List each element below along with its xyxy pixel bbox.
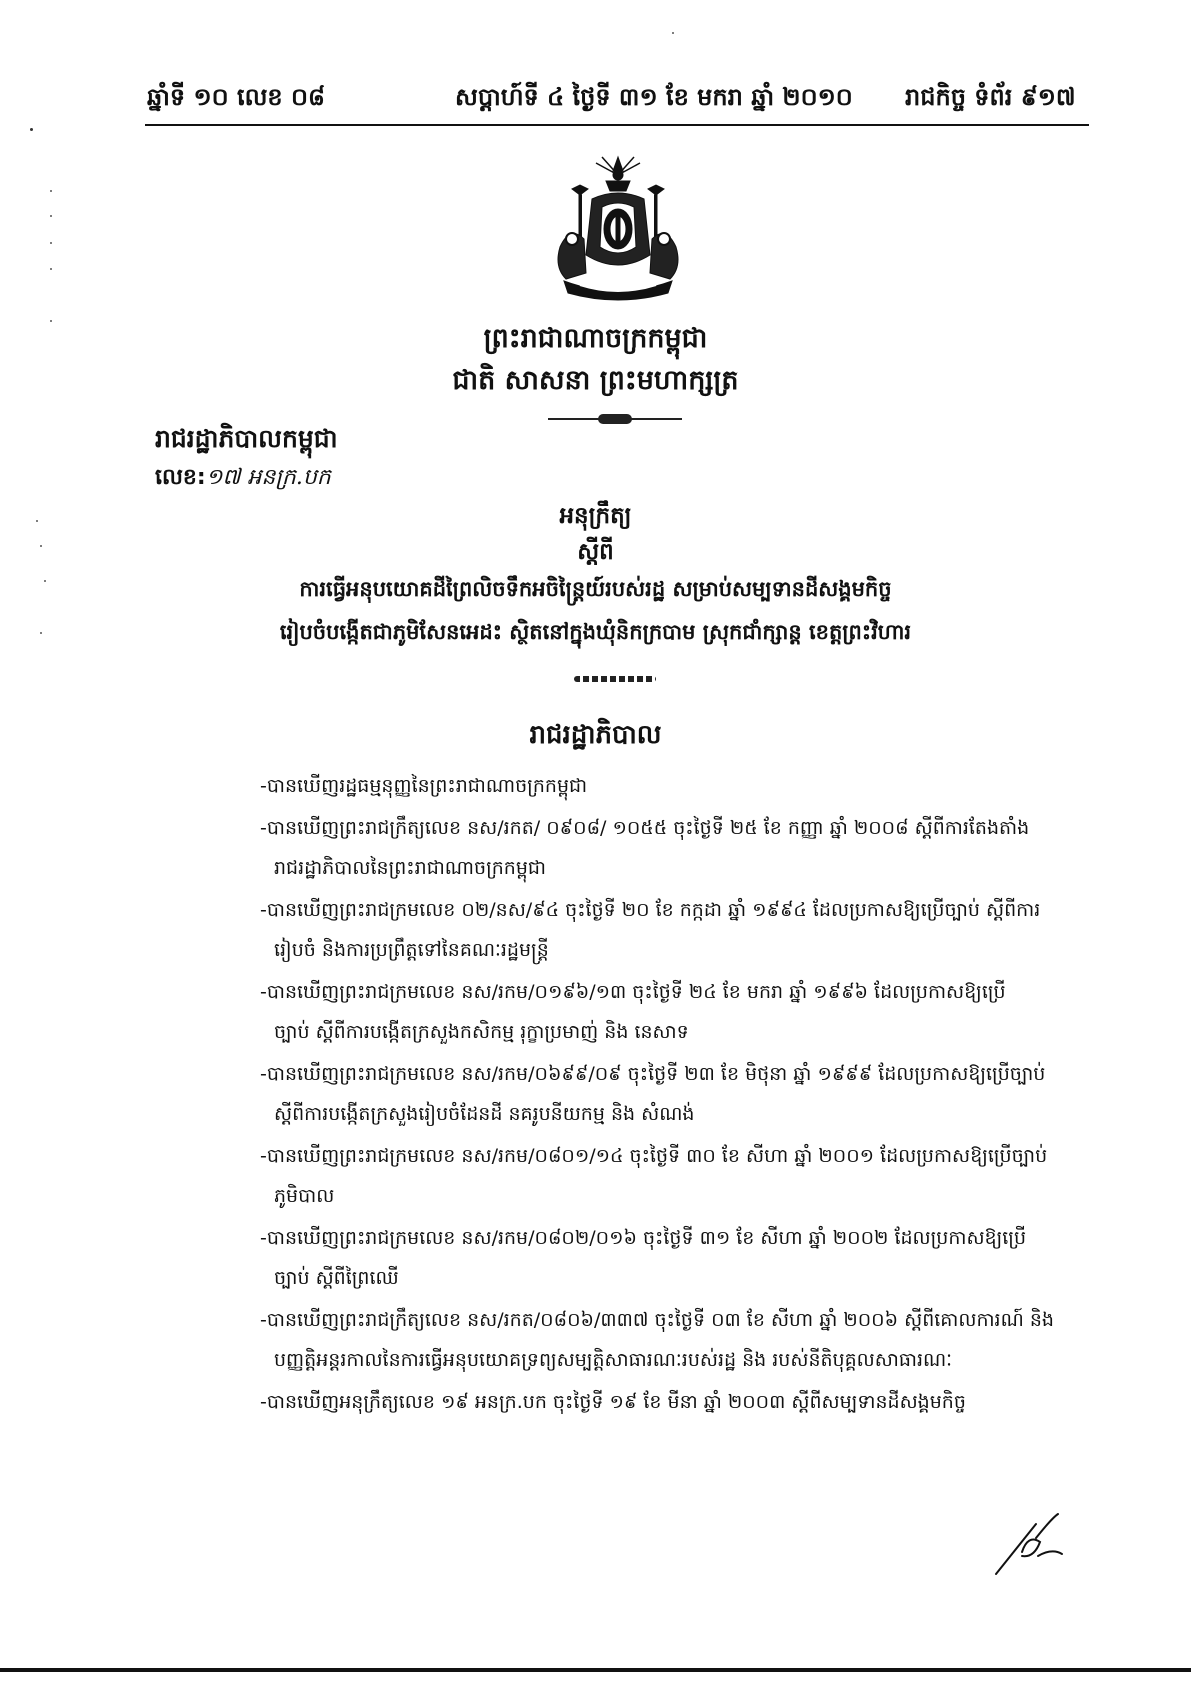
scan-speck bbox=[672, 32, 674, 34]
citation-item bbox=[260, 1142, 1060, 1210]
gazette-year-issue: ឆ្នាំទី ១០ លេខ ០៨ bbox=[147, 83, 325, 111]
handwritten-initials-icon bbox=[992, 1508, 1082, 1578]
government-heading: រាជរដ្ឋាភិបាល bbox=[529, 720, 662, 750]
scan-speck bbox=[50, 190, 52, 192]
decree-number-label: លេខ: bbox=[155, 465, 206, 490]
citation-continuation: រាជរដ្ឋាភិបាលនៃព្រះរាជាណាចក្រកម្ពុជា bbox=[274, 857, 547, 879]
citation-item bbox=[260, 896, 1060, 964]
citation-item bbox=[260, 1306, 1060, 1374]
citation-continuation: ច្បាប់ ស្តីពីព្រៃឈើ bbox=[274, 1267, 399, 1289]
ornament-divider-center bbox=[598, 414, 632, 424]
legal-citations-list bbox=[260, 772, 1060, 1430]
citation-item bbox=[260, 1060, 1060, 1128]
citation-line: -បានឃើញអនុក្រឹត្យលេខ ១៩ អនក្រ.បក ចុះថ្ងៃទី ១៩ ខែ មីនា ឆ្នាំ ២០០៣ ស្តីពីសម្បទានដីសង្គមកិច្ច bbox=[260, 1391, 966, 1413]
document-type: អនុក្រឹត្យ bbox=[559, 503, 632, 529]
gazette-page-number: រាជកិច្ច ទំព័រ ៩១៧ bbox=[905, 83, 1076, 111]
header-rule bbox=[145, 124, 1089, 126]
decree-number bbox=[155, 463, 331, 495]
document-title-line-2: រៀបចំបង្កើតជាភូមិសែនអេដះ ស្ថិតនៅក្នុងឃុំនិកក្របាម ស្រុកជាំក្សាន្ត ខេត្តព្រះវិហារ bbox=[279, 620, 912, 644]
citation-item bbox=[260, 978, 1060, 1046]
citation-continuation: ច្បាប់ ស្តីពីការបង្កើតក្រសួងកសិកម្ម រុក្ខាប្រមាញ់ និង នេសាទ bbox=[274, 1021, 689, 1043]
citation-line: -បានឃើញរដ្ឋធម្មនុញ្ញនៃព្រះរាជាណាចក្រកម្ពុជា bbox=[260, 775, 588, 797]
scan-bottom-edge bbox=[0, 1668, 1191, 1672]
citation-line: -បានឃើញព្រះរាជក្រមលេខ នស/រកម/០៦៩៩/០៩ ចុះថ្ងៃទី ២៣ ខែ មិថុនា ឆ្នាំ ១៩៩៩ ដែលប្រកាសឱ្យប្រើច្បាប់ bbox=[260, 1063, 1046, 1085]
citation-continuation: បញ្ញត្តិអន្តរកាលនៃការធ្វើអនុបយោគទ្រព្យសម្បត្តិសាធារណៈរបស់រដ្ឋ និង របស់នីតិបុគ្គលសាធារណៈ bbox=[274, 1349, 953, 1371]
scan-speck bbox=[30, 128, 33, 131]
decree-number-value: ១៧ អនក្រ.បក bbox=[205, 465, 331, 490]
citation-line: -បានឃើញព្រះរាជក្រឹត្យលេខ នស/រកត/ ០៩០៨/ ១០៥៥ ចុះថ្ងៃទី ២៥ ខែ កញ្ញា ឆ្នាំ ២០០៨ ស្តីពីការតែងតាំង bbox=[260, 817, 1030, 839]
issuing-authority: រាជរដ្ឋាភិបាលកម្ពុជា bbox=[155, 424, 338, 453]
document-subject-intro: ស្តីពី bbox=[577, 539, 614, 565]
royal-coat-of-arms-icon bbox=[550, 155, 686, 305]
citation-continuation: ស្តីពីការបង្កើតក្រសួងរៀបចំដែនដី នគរូបនីយកម្ម និង សំណង់ bbox=[274, 1103, 695, 1125]
wavy-divider bbox=[574, 676, 656, 682]
citation-item bbox=[260, 814, 1060, 882]
citation-line: -បានឃើញព្រះរាជក្រមលេខ ០២/នស/៩៤ ចុះថ្ងៃទី ២០ ខែ កក្កដា ឆ្នាំ ១៩៩៤ ដែលប្រកាសឱ្យប្រើច្បាប់ ស្តីពីការ bbox=[260, 899, 1041, 921]
citation-line: -បានឃើញព្រះរាជក្រឹត្យលេខ នស/រកត/០៨០៦/៣៣៧ ចុះថ្ងៃទី ០៣ ខែ សីហា ឆ្នាំ ២០០៦ ស្តីពីគោលការណ៍ និង bbox=[260, 1309, 1054, 1331]
kingdom-name: ព្រះរាជាណាចក្រកម្ពុជា bbox=[483, 323, 708, 354]
citation-line: -បានឃើញព្រះរាជក្រមលេខ នស/រកម/០៨០១/១៤ ចុះថ្ងៃទី ៣០ ខែ សីហា ឆ្នាំ ២០០១ ដែលប្រកាសឱ្យប្រើច្បាប់ bbox=[260, 1145, 1048, 1167]
scan-speck bbox=[50, 215, 52, 217]
citation-item bbox=[260, 1388, 1060, 1416]
gazette-week-date: សប្តាហ៍ទី ៤ ថ្ងៃទី ៣១ ខែ មករា ឆ្នាំ ២០១០ bbox=[455, 83, 853, 111]
citation-continuation: រៀបចំ និងការប្រព្រឹត្តទៅនៃគណៈរដ្ឋមន្ត្រី bbox=[274, 939, 549, 961]
document-title-line-1: ការធ្វើអនុបយោគដីព្រៃលិចទឹកអចិន្ត្រៃយ៍របស់រដ្ឋ សម្រាប់សម្បទានដីសង្គមកិច្ច bbox=[299, 577, 892, 601]
national-motto: ជាតិ សាសនា ព្រះមហាក្សត្រ bbox=[452, 365, 739, 396]
citation-item bbox=[260, 772, 1060, 800]
citation-continuation: ភូមិបាល bbox=[274, 1185, 335, 1207]
scan-speck bbox=[50, 268, 52, 270]
citation-line: -បានឃើញព្រះរាជក្រមលេខ នស/រកម/០១៩៦/១៣ ចុះថ្ងៃទី ២៤ ខែ មករា ឆ្នាំ ១៩៩៦ ដែលប្រកាសឱ្យប្រើ bbox=[260, 981, 1006, 1003]
citation-line: -បានឃើញព្រះរាជក្រមលេខ នស/រកម/០៨០២/០១៦ ចុះថ្ងៃទី ៣១ ខែ សីហា ឆ្នាំ ២០០២ ដែលប្រកាសឱ្យប្រើ bbox=[260, 1227, 1027, 1249]
scan-speck bbox=[50, 242, 52, 244]
citation-item bbox=[260, 1224, 1060, 1292]
